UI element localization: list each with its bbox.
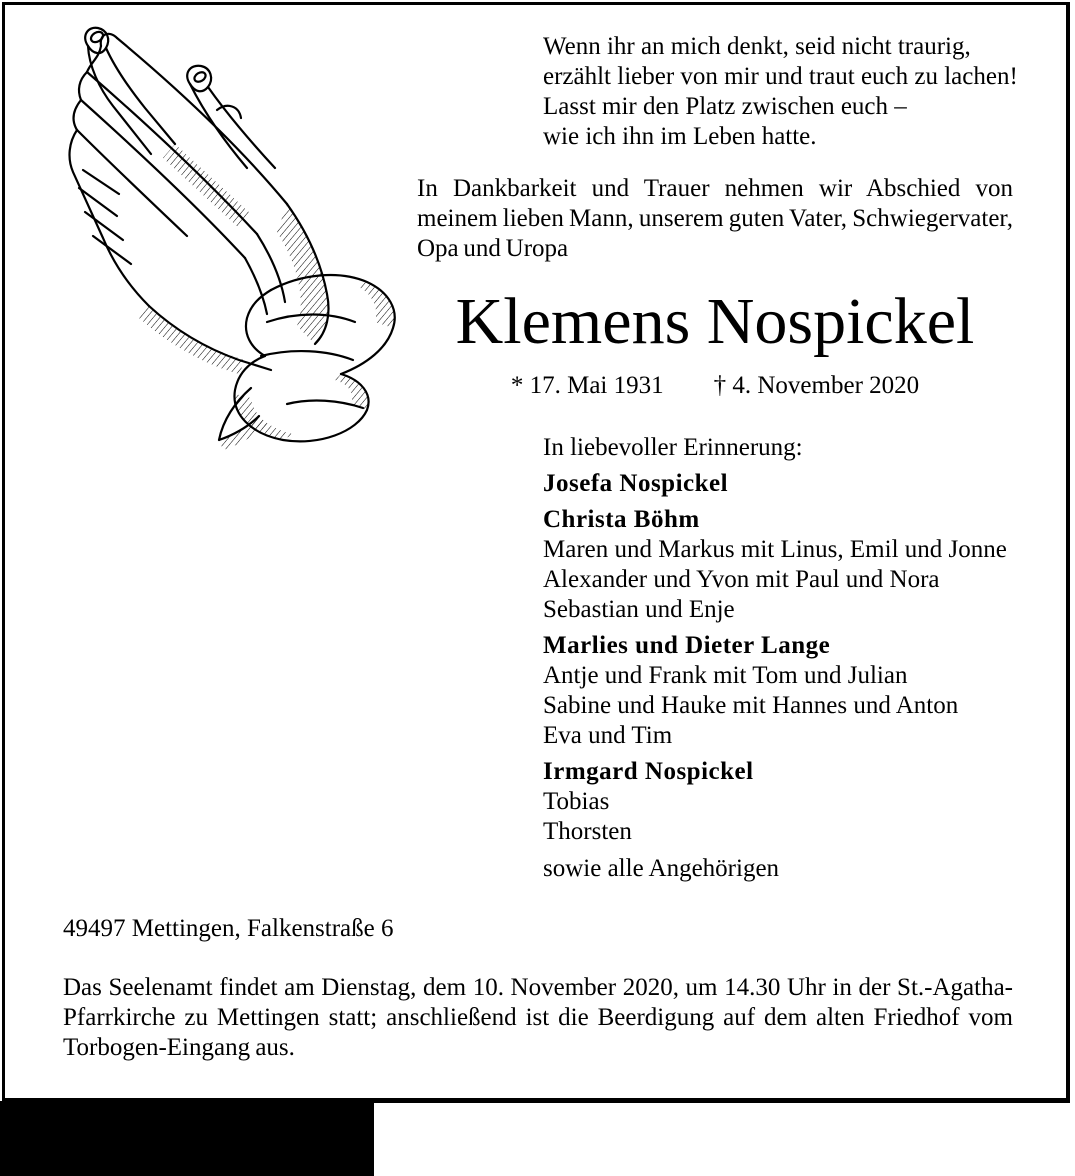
mourners-list (543, 469, 1007, 847)
mourner-name: Thorsten (543, 818, 632, 845)
service-info (63, 973, 1013, 1063)
text-line: In Dankbarkeit und Trauer nehmen wir Abschied von (417, 175, 1013, 202)
mourner-name: Maren und Markus mit Linus, Emil und Jonne (543, 536, 1007, 563)
birth-date: * 17. Mai 1931 (510, 372, 664, 399)
mourner-name: Josefa Nospickel (543, 470, 729, 497)
text-line: Pfarrkirche zu Mettingen statt; anschließend ist die Beerdigung auf dem alten Friedhof vom (63, 1004, 1013, 1031)
mourner-name: Antje und Frank mit Tom und Julian (543, 662, 908, 689)
text-line: wie ich ihn im Leben hatte. (543, 123, 817, 150)
mourner-name: Christa Böhm (543, 506, 700, 533)
mourner-name: Marlies und Dieter Lange (543, 632, 831, 659)
text-line: meinem lieben Mann, unserem guten Vater, Schwiegervater, (417, 205, 1013, 232)
mourner-name: Sabine und Hauke mit Hannes und Anton (543, 692, 959, 719)
life-dates (417, 371, 1013, 401)
deceased-name: Klemens Nospickel (455, 285, 975, 358)
text-line: Opa und Uropa (417, 235, 569, 262)
remembrance-label: In liebevoller Erinnerung: (543, 434, 803, 461)
mourners-closing: sowie alle Angehörigen (543, 855, 780, 882)
redaction-block (0, 1101, 374, 1176)
mourner-name: Eva und Tim (543, 722, 673, 749)
memorial-verse (543, 32, 1018, 152)
address-line: 49497 Mettingen, Falkenstraße 6 (63, 915, 394, 942)
text-line: Das Seelenamt findet am Dienstag, dem 10. November 2020, um 14.30 Uhr in der St.-Agatha- (63, 974, 1013, 1001)
mourner-name: Sebastian und Enje (543, 596, 735, 623)
text-line: Wenn ihr an mich denkt, seid nicht traurig, (543, 33, 971, 60)
text-line: Lasst mir den Platz zwischen euch – (543, 93, 907, 120)
mourner-name: Alexander und Yvon mit Paul und Nora (543, 566, 940, 593)
mourner-name: Tobias (543, 788, 610, 815)
mourner-name: Irmgard Nospickel (543, 758, 754, 785)
death-date: † 4. November 2020 (713, 372, 920, 399)
text-line: Torbogen-Eingang aus. (63, 1034, 295, 1061)
praying-hands-icon (55, 22, 400, 457)
text-line: erzählt lieber von mir und traut euch zu lachen! (543, 63, 1018, 90)
farewell-intro (417, 174, 1013, 264)
mourners-section (543, 433, 1007, 884)
